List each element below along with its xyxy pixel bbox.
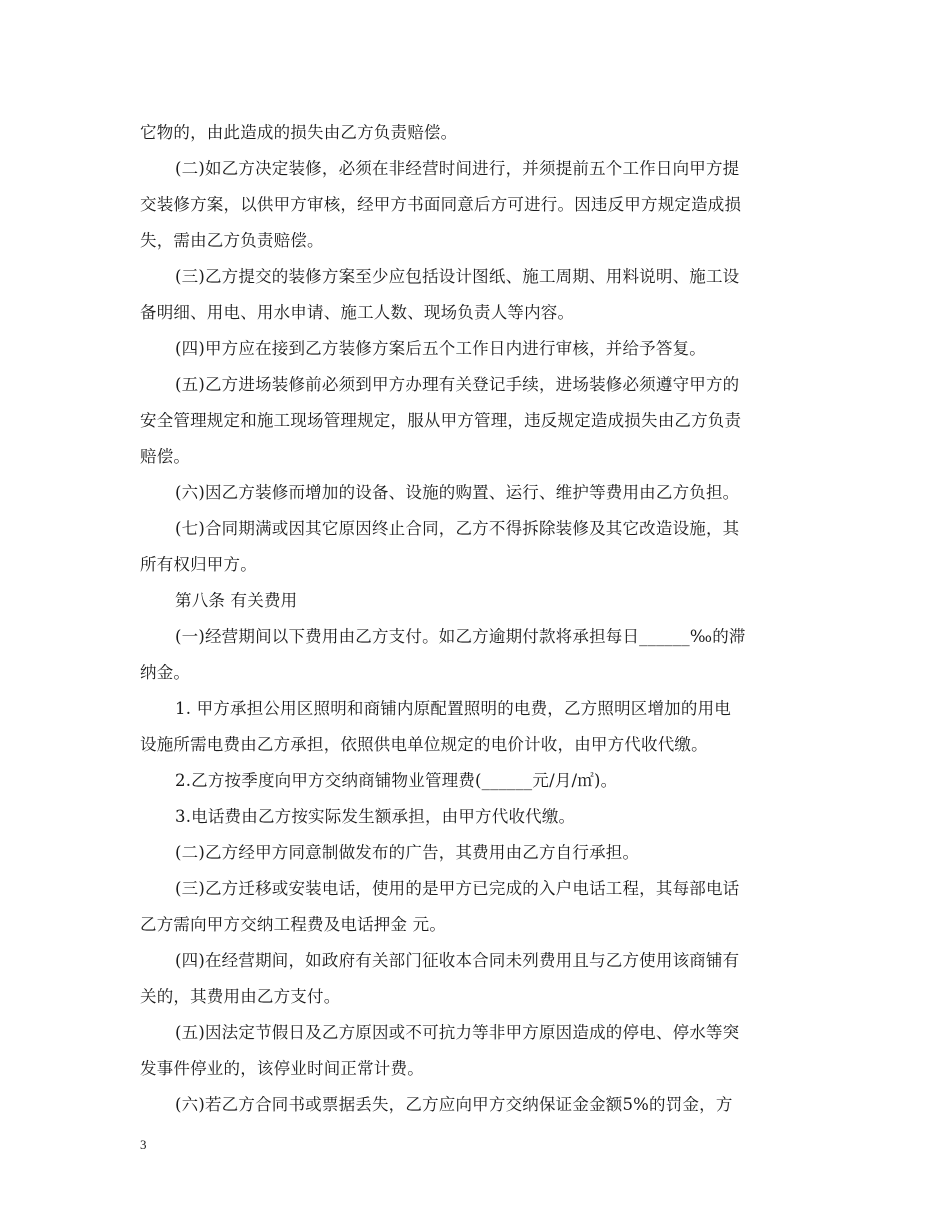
text-line: 1. 甲方承担公用区照明和商铺内原配置照明的电费，乙方照明区增加的用电 <box>175 699 731 718</box>
text-line: 赔偿。 <box>140 447 191 466</box>
text-line: (四)在经营期间，如政府有关部门征收本合同未列费用且与乙方使用该商铺有 <box>175 951 740 970</box>
text-line: 2.乙方按季度向甲方交纳商铺物业管理费(______元/月/㎡)。 <box>175 771 618 790</box>
text-line: 失，需由乙方负责赔偿。 <box>140 231 324 250</box>
text-line: (四)甲方应在接到乙方装修方案后五个工作日内进行审核，并给予答复。 <box>175 339 706 358</box>
page-number: 3 <box>140 1137 147 1152</box>
text-line: 它物的，由此造成的损失由乙方负责赔偿。 <box>140 123 458 142</box>
text-line: (三)乙方迁移或安装电话，使用的是甲方已完成的入户电话工程，其每部电话 <box>175 879 740 898</box>
text-line: (七)合同期满或因其它原因终止合同，乙方不得拆除装修及其它改造设施，其 <box>175 519 740 538</box>
text-line: 交装修方案，以供甲方审核，经甲方书面同意后方可进行。因违反甲方规定造成损 <box>140 195 742 214</box>
text-line: 安全管理规定和施工现场管理规定，服从甲方管理，违反规定造成损失由乙方负责 <box>140 411 742 430</box>
text-line: (二)乙方经甲方同意制做发布的广告，其费用由乙方自行承担。 <box>175 843 640 862</box>
text-line: 乙方需向甲方交纳工程费及电话押金 元。 <box>140 915 447 934</box>
text-line: 3.电话费由乙方按实际发生额承担，由甲方代收代缴。 <box>175 807 576 826</box>
text-line: 所有权归甲方。 <box>140 555 257 574</box>
text-line: (六)若乙方合同书或票据丢失，乙方应向甲方交纳保证金金额5%的罚金，方 <box>175 1095 733 1114</box>
text-line: (三)乙方提交的装修方案至少应包括设计图纸、施工周期、用料说明、施工设 <box>175 267 740 286</box>
text-line: (二)如乙方决定装修，必须在非经营时间进行，并须提前五个工作日向甲方提 <box>175 159 740 178</box>
text-line: (五)乙方进场装修前必须到甲方办理有关登记手续，进场装修必须遵守甲方的 <box>175 375 740 394</box>
text-line: (六)因乙方装修而增加的设备、设施的购置、运行、维护等费用由乙方负担。 <box>175 483 740 502</box>
text-line: 纳金。 <box>140 663 191 682</box>
text-line: 第八条 有关费用 <box>175 591 298 610</box>
text-line: 设施所需电费由乙方承担，依照供电单位规定的电价计收，由甲方代收代缴。 <box>140 735 708 754</box>
text-line: 发事件停业的，该停业时间正常计费。 <box>140 1059 424 1078</box>
text-line: (五)因法定节假日及乙方原因或不可抗力等非甲方原因造成的停电、停水等突 <box>175 1023 740 1042</box>
document-body <box>140 115 816 1123</box>
text-line: (一)经营期间以下费用由乙方支付。如乙方逾期付款将承担每日______‰的滞 <box>175 627 746 646</box>
text-line: 关的，其费用由乙方支付。 <box>140 987 341 1006</box>
text-line: 备明细、用电、用水申请、施工人数、现场负责人等内容。 <box>140 303 575 322</box>
